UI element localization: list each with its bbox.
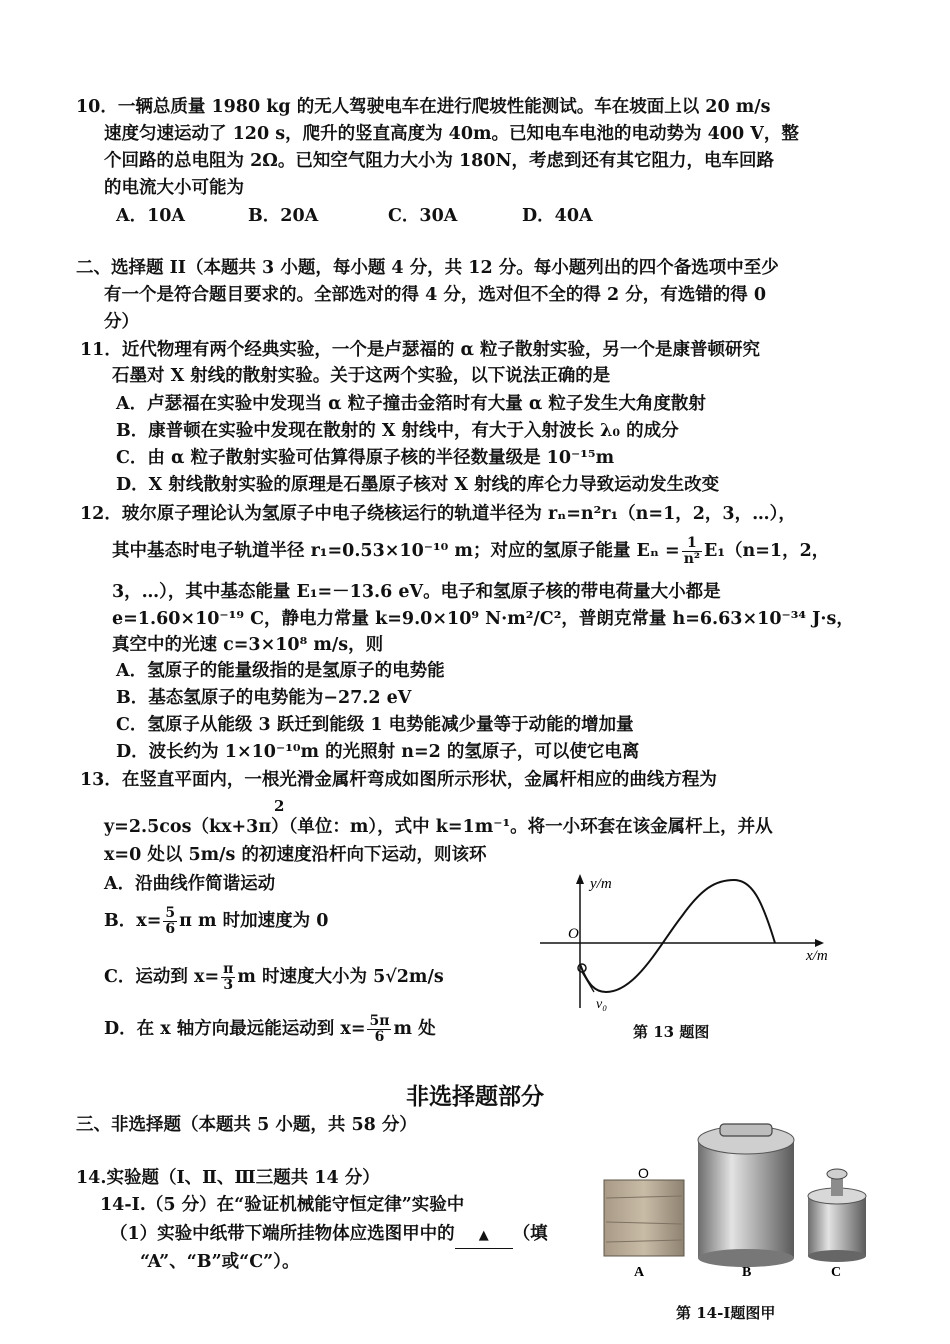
q14-line-2: 14-Ⅰ.（5 分）在“验证机械能守恒定律”实验中 [100, 1195, 465, 1215]
q13-phase-superscript: 2 [274, 797, 285, 815]
q13-option-c-pre: C．运动到 x= [104, 967, 220, 987]
q13-line-2: y=2.5cos（kx+3π）（单位：m），式中 k=1m⁻¹。将一小环套在该金属杆上，并从 [104, 817, 773, 837]
q13-option-d-fraction [367, 1014, 391, 1045]
q12-option-d: D．波长约为 1×10⁻¹⁰m 的光照射 n=2 的氢原子，可以使它电离 [116, 742, 640, 762]
q14-figure [596, 1118, 896, 1288]
q13-option-b-post: π m 时加速度为 0 [179, 911, 329, 931]
section2-line-1: 二、选择题 II（本题共 3 小题，每小题 4 分，共 12 分。每小题列出的四个备选项中至少 [76, 258, 779, 278]
q13-option-c-den: 3 [223, 977, 234, 993]
y-axis-label: y/m [590, 876, 612, 892]
object-c-weight [808, 1169, 866, 1262]
q12-line-2-text: 其中基态时电子轨道半径 r₁=0.53×10⁻¹⁰ m；对应的氢原子能量 Eₙ = [112, 541, 680, 561]
label-c: C [831, 1265, 842, 1280]
origin-label: O [568, 926, 579, 942]
section3-heading: 三、非选择题（本题共 5 小题，共 58 分） [76, 1115, 417, 1135]
q13-option-b [104, 906, 328, 937]
q13-option-c [104, 962, 444, 993]
q12-option-a: A．氢原子的能量级指的是氢原子的电势能 [116, 661, 445, 681]
q11-option-a: A．卢瑟福在实验中发现当 α 粒子撞击金箔时有大量 α 粒子发生大角度散射 [116, 394, 706, 414]
q14-line-1: 14.实验题（Ⅰ、Ⅱ、Ⅲ三题共 14 分） [76, 1168, 380, 1188]
q10-line-3: 个回路的总电阻为 2Ω。已知空气阻力大小为 180N，考虑到还有其它阻力，电车回路 [104, 151, 774, 171]
q11-option-d: D．X 射线散射实验的原理是石墨原子核对 X 射线的库仑力导致运动发生改变 [116, 475, 720, 495]
q13-option-a: A．沿曲线作简谐运动 [104, 874, 276, 894]
q12-line-2-rest: E₁（n=1，2， [704, 541, 830, 561]
q12-energy-fraction [682, 536, 702, 567]
y-axis-arrow [576, 874, 584, 884]
q10-line-2: 速度匀速运动了 120 s，爬升的竖直高度为 40m。已知电车电池的电动势为 400 V，整 [104, 124, 799, 144]
q13-line-1: 13．在竖直平面内，一根光滑金属杆弯成如图所示形状，金属杆相应的曲线方程为 [80, 770, 717, 790]
q10-line-4: 的电流大小可能为 [104, 178, 244, 198]
q13-option-d-den: 6 [374, 1029, 385, 1045]
q12-line-3: 3，…），其中基态能量 E₁=－13.6 eV。电子和氢原子核的带电荷量大小都是 [112, 582, 721, 602]
nonchoice-heading: 非选择题部分 [406, 1084, 544, 1110]
q13-line-3: x=0 处以 5m/s 的初速度沿杆向下运动，则该环 [104, 845, 487, 865]
q11-line-2: 石墨对 X 射线的散射实验。关于这两个实验，以下说法正确的是 [112, 366, 611, 386]
curve [580, 880, 775, 992]
q14-line-3-post: （填 [512, 1224, 548, 1244]
q10-option-c: C．30A [388, 206, 458, 226]
q12-line-4: e=1.60×10⁻¹⁹ C，静电力常量 k=9.0×10⁹ N·m²/C²，普朗克常量 h=6.63×10⁻³⁴ J·s， [112, 609, 854, 629]
q11-option-c: C．由 α 粒子散射实验可估算得原子核的半径数量级是 10⁻¹⁵m [116, 448, 615, 468]
q13-option-b-pre: B．x= [104, 911, 162, 931]
q13-option-d [104, 1014, 436, 1045]
q13-option-c-fraction [221, 962, 235, 993]
q13-option-d-num: 5π [369, 1013, 390, 1029]
q13-option-b-fraction [163, 906, 177, 937]
object-b-cylinder [698, 1124, 794, 1267]
q14-line-4: “A”、“B”或“C”）。 [140, 1252, 300, 1272]
section2-line-3: 分） [104, 312, 139, 332]
q14-line-3 [110, 1222, 548, 1249]
velocity-arrow [582, 972, 594, 992]
q12-fraction-denominator: n² [683, 551, 701, 567]
q10-line-1: 10．一辆总质量 1980 kg 的无人驾驶电车在进行爬坡性能测试。车在坡面上以 20 m/s [76, 97, 771, 117]
q12-line-5: 真空中的光速 c=3×10⁸ m/s，则 [112, 635, 384, 655]
v0-label: v₀ [596, 997, 608, 1012]
q10-option-b: B．20A [248, 206, 319, 226]
q12-fraction-numerator: 1 [682, 536, 702, 552]
q12-option-b: B．基态氢原子的电势能为−27.2 eV [116, 688, 412, 708]
x-axis-label: x/m [806, 948, 828, 964]
q10-option-d: D．40A [522, 206, 593, 226]
answer-blank[interactable]: ▲ [455, 1224, 513, 1249]
q11-line-1: 11．近代物理有两个经典实验，一个是卢瑟福的 α 粒子散射实验，另一个是康普顿研究 [80, 340, 761, 360]
q14-line-3-pre: （1）实验中纸带下端所挂物体应选图甲中的 [110, 1224, 455, 1244]
q13-option-b-den: 6 [165, 921, 176, 937]
q13-option-d-pre: D．在 x 轴方向最远能运动到 x= [104, 1019, 366, 1039]
q13-option-c-post: m 时速度大小为 5√2m/s [237, 967, 444, 987]
label-b: B [742, 1265, 752, 1280]
q14-figure-caption: 第 14-Ⅰ题图甲 [676, 1304, 776, 1322]
q13-option-b-num: 5 [165, 905, 176, 921]
q13-figure-caption: 第 13 题图 [633, 1023, 710, 1041]
q10-option-a: A．10A [116, 206, 186, 226]
object-a-wood-block [604, 1180, 684, 1256]
q12-option-c: C．氢原子从能级 3 跃迁到能级 1 电势能减少量等于动能的增加量 [116, 715, 634, 735]
label-a: A [634, 1265, 645, 1280]
section2-line-2: 有一个是符合题目要求的。全部选对的得 4 分，选对但不全的得 2 分，有选错的得 0 [104, 285, 766, 305]
q13-option-c-num: π [223, 961, 234, 977]
block-hook-label: O [638, 1165, 649, 1181]
q11-option-b: B．康普顿在实验中发现在散射的 X 射线中，有大于入射波长 λ₀ 的成分 [116, 421, 679, 441]
q13-option-d-post: m 处 [393, 1019, 436, 1039]
q13-figure [530, 868, 850, 1018]
x-axis-arrow [815, 939, 824, 947]
q12-line-2 [112, 536, 829, 567]
q12-line-1: 12．玻尔原子理论认为氢原子中电子绕核运行的轨道半径为 rₙ=n²r₁（n=1，2，3，…）， [80, 504, 796, 524]
